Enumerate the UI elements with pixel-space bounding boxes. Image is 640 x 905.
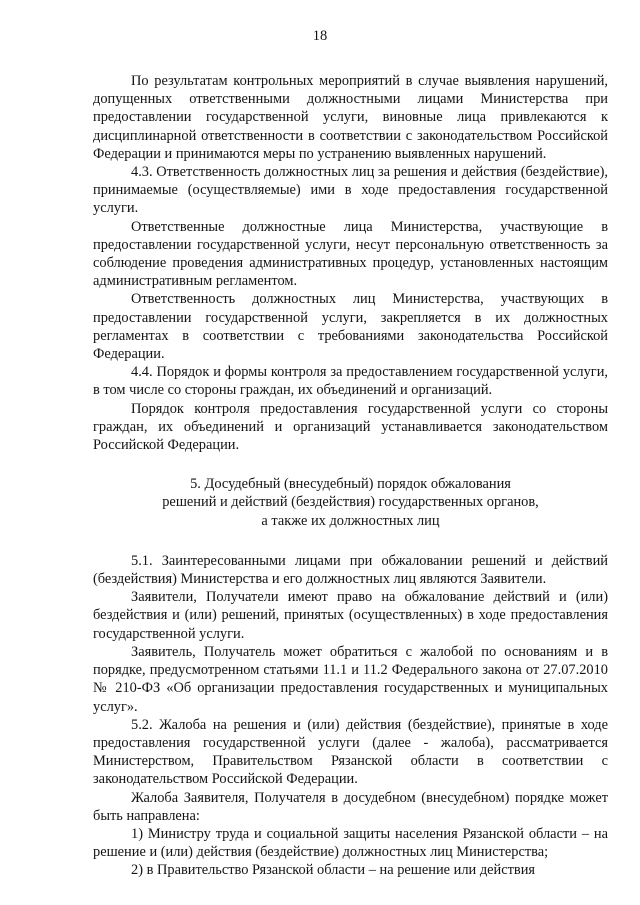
section-heading <box>93 475 608 530</box>
paragraph: 4.3. Ответственность должностных лиц за решения и действия (бездействие), принимаемые (осуществляемые) ими в ходе предоставления государственной услуги. <box>93 164 608 217</box>
section-heading-line: решений и действий (бездействия) государственных органов, <box>162 494 539 511</box>
section-heading-line: 5. Досудебный (внесудебный) порядок обжалования <box>190 476 511 493</box>
paragraph: 1) Министру труда и социальной защиты населения Рязанской области – на решение и (или) действия (бездействие) должностных лиц Министерства; <box>93 825 608 861</box>
document-body <box>93 72 608 880</box>
paragraph: Ответственность должностных лиц Министерства, участвующих в предоставлении государственной услуги, закрепляется в их должностных регламентах в соответствии с требованиями законодательства Российской Федерации. <box>93 291 608 363</box>
paragraph: Порядок контроля предоставления государственной услуги со стороны граждан, их объединений и организаций устанавливается законодательством Российской Федерации. <box>93 400 608 454</box>
paragraph: Жалоба Заявителя, Получателя в досудебном (внесудебном) порядке может быть направлена: <box>93 789 608 824</box>
page-number: 18 <box>312 28 328 44</box>
paragraph: 5.2. Жалоба на решения и (или) действия (бездействие), принятые в ходе предоставления государственной услуги (далее - жалоба), рассматривается Министерством, Правительством Рязанской области в соответствии с законодательством Российской Федерации. <box>93 716 608 788</box>
paragraph: По результатам контрольных мероприятий в случае выявления нарушений, допущенных ответственными должностными лицами Министерства при предоставлении государственной услуги, виновные лица привлекаются к дисциплинарной ответственности в соответствии с законодательством Российской Федерации и принимаются меры по устранению выявленных нарушений. <box>93 73 608 162</box>
section-heading-line: а также их должностных лиц <box>261 512 440 529</box>
paragraph: 5.1. Заинтересованными лицами при обжаловании решений и действий (бездействия) Министерства и его должностных лиц являются Заявители. <box>93 552 608 588</box>
paragraph: Заявитель, Получатель может обратиться с жалобой по основаниям и в порядке, предусмотренном статьями 11.1 и 11.2 Федерального закона от 27.07.2010 № 210-ФЗ «Об организации предоставления государственных и муниципальных услуг». <box>93 643 608 715</box>
paragraph: Заявители, Получатели имеют право на обжалование действий и (или) бездействия и (или) решений, принятых (осуществленных) в ходе предоставления государственной услуги. <box>93 589 608 642</box>
paragraph: 2) в Правительство Рязанской области – на решение или действия <box>131 862 536 879</box>
paragraph: Ответственные должностные лица Министерства, участвующие в предоставлении государственной услуги, несут персональную ответственность за соблюдение проведения административных процедур, установленных настоящим административным регламентом. <box>93 218 608 290</box>
paragraph: 4.4. Порядок и формы контроля за предоставлением государственной услуги, в том числе со стороны граждан, их объединений и организаций. <box>93 364 608 399</box>
